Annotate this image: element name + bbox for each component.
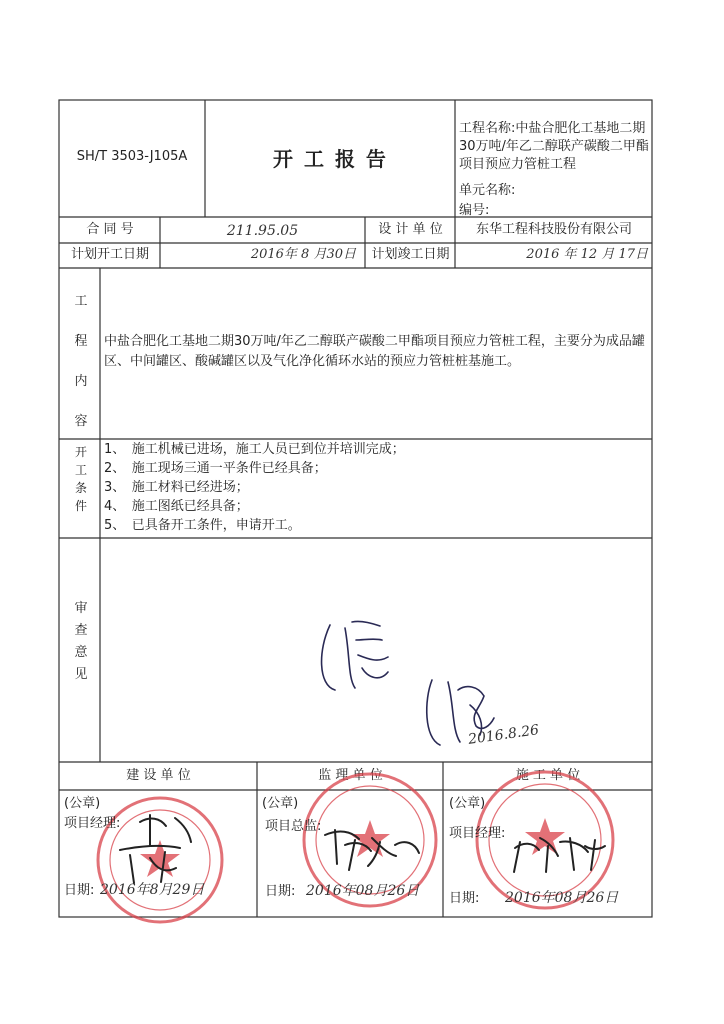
- owner-header: 建 设 单 位: [126, 768, 191, 783]
- condition-item: 4、 施工图纸已经具备；: [104, 499, 249, 514]
- design-unit-value: 东华工程科技股份有限公司: [475, 222, 632, 237]
- unit-name-label: 单元名称:: [459, 183, 516, 198]
- conditions-label: 开 工 条 件: [74, 445, 87, 513]
- contractor-manager-label: 项目经理:: [449, 826, 506, 841]
- content-text: 中盐合肥化工基地二期30万吨/年乙二醇联产碳酸二甲酯项目预应力管桩工程，主要分为成品罐区、中间罐区、酸碱罐区以及气化净化循环水站的预应力管桩桩基施工。: [104, 334, 645, 369]
- owner-date-value: 2016年8月29日: [100, 882, 205, 898]
- supervisor-date-label: 日期:: [265, 884, 296, 899]
- design-unit-label: 设 计 单 位: [378, 222, 443, 237]
- condition-item: 5、 已具备开工条件，申请开工。: [104, 518, 301, 533]
- number-label: 编号:: [459, 203, 490, 218]
- planned-end-label: 计划竣工日期: [371, 247, 450, 262]
- supervisor-manager-label: 项目总监:: [265, 819, 322, 834]
- owner-seal-label: (公章): [64, 796, 101, 811]
- contract-number-value: 211.95.05: [226, 223, 299, 239]
- page-title: 开 工 报 告: [273, 147, 388, 171]
- condition-item: 3、 施工材料已经进场；: [104, 480, 249, 495]
- contractor-header: 施 工 单 位: [515, 768, 581, 783]
- planned-start-label: 计划开工日期: [70, 247, 149, 262]
- supervisor-seal-label: (公章): [262, 796, 299, 811]
- project-name-value: 中盐合肥化工基地二期30万吨/年乙二醇联产碳酸二甲酯项目预应力管桩工程: [459, 121, 649, 172]
- project-name-label: 工程名称:: [459, 121, 516, 136]
- condition-item: 1、 施工机械已进场，施工人员已到位并培训完成；: [104, 442, 405, 457]
- review-date: 2016.8.26: [467, 722, 541, 748]
- contract-number-label: 合 同 号: [86, 222, 134, 237]
- planned-start-value: 2016年 8 月30日: [250, 247, 356, 262]
- owner-date-label: 日期:: [64, 883, 95, 898]
- review-label: 审 查 意 见: [74, 601, 88, 682]
- planned-end-value: 2016 年 12 月 17日: [526, 247, 648, 262]
- supervisor-date-value: 2016年08月26日: [306, 883, 420, 899]
- supervisor-header: 监 理 单 位: [318, 768, 383, 783]
- contractor-date-value: 2016年08月26日: [505, 890, 619, 906]
- owner-manager-label: 项目经理:: [64, 816, 121, 831]
- content-label: 工 程 内 容: [74, 294, 88, 429]
- condition-item: 2、 施工现场三通一平条件已经具备；: [104, 461, 327, 476]
- contractor-date-label: 日期:: [449, 891, 480, 906]
- document-code: SH/T 3503-J105A: [76, 149, 188, 164]
- contractor-seal-label: (公章): [449, 796, 486, 811]
